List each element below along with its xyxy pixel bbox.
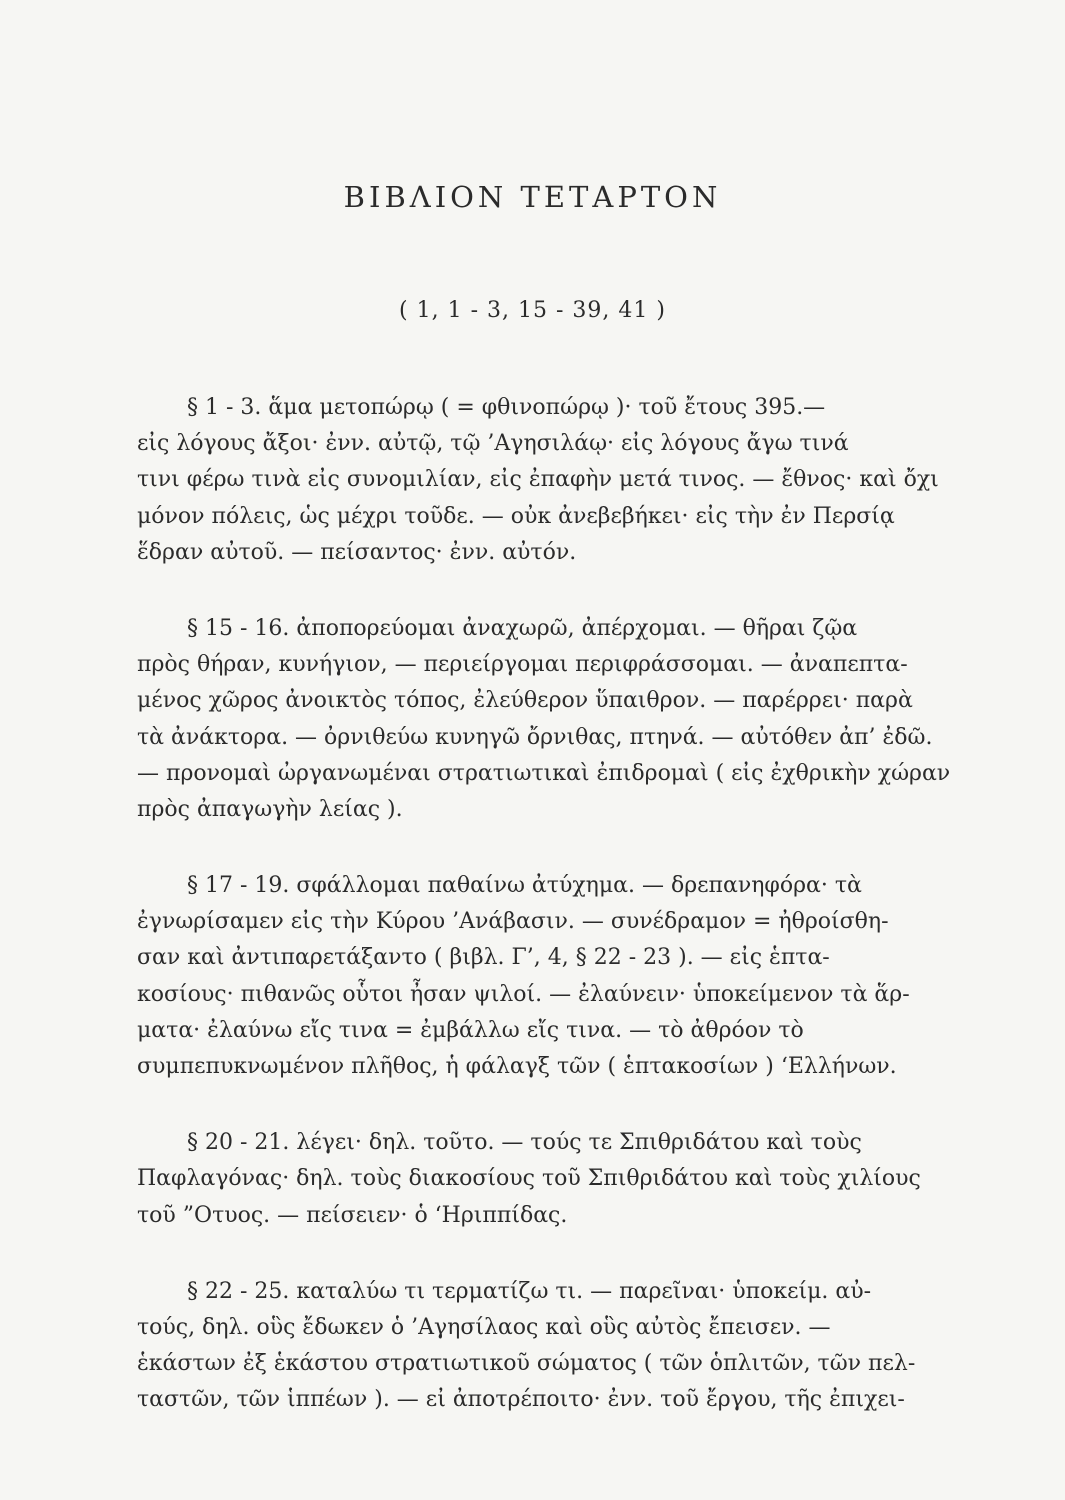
commentary-body: [137, 390, 1005, 1419]
page-title: ΒΙΒΛΙΟΝ ΤΕΤΑΡΤΟΝ: [343, 180, 722, 214]
section-1-3: [137, 390, 1005, 571]
text-line: εἰς λόγους ἄξοι· ἐνν. αὐτῷ, τῷ ’Αγησιλάῳ· εἰς λόγους ἄγω τινά: [137, 431, 849, 457]
text-line: ἑκάστων ἐξ ἑκάστου στρατιωτικοῦ σώματος ( τῶν ὁπλιτῶν, τῶν πελ-: [137, 1351, 916, 1377]
text-line: μένος χῶρος ἀνοικτὸς τόπος, ἐλεύθερον ὕπαιθρον. — παρέρρει· παρὰ: [137, 688, 913, 714]
section-20-21: [137, 1125, 1005, 1234]
text-line: μόνον πόλεις, ὡς μέχρι τοῦδε. — οὐκ ἀνεβεβήκει· εἰς τὴν ἐν Περσίᾳ: [137, 503, 895, 529]
text-line: τούς, δηλ. οὓς ἔδωκεν ὁ ’Αγησίλαος καὶ οὓς αὐτὸς ἔπεισεν. —: [137, 1314, 831, 1340]
text-line: τὰ ἀνάκτορα. — ὀρνιθεύω κυνηγῶ ὄρνιθας, πτηνά. — αὐτόθεν ἀπ’ ἐδῶ.: [137, 724, 933, 750]
text-line: ταστῶν, τῶν ἱππέων ). — εἰ ἀποτρέποιτο· ἐνν. τοῦ ἔργου, τῆς ἐπιχει-: [137, 1387, 905, 1413]
paragraph-gap: [137, 1234, 1005, 1274]
text-line: § 17 - 19. σφάλλομαι παθαίνω ἀτύχημα. — δρεπανηφόρα· τὰ: [187, 873, 862, 899]
section-22-25: [137, 1274, 1005, 1419]
text-line: § 22 - 25. καταλύω τι τερματίζω τι. — παρεῖναι· ὑποκείμ. αὐ-: [187, 1278, 872, 1304]
section-17-19: [137, 868, 1005, 1085]
text-line: ματα· ἐλαύνω εἴς τινα = ἐμβάλλω εἴς τινα. — τὸ ἀθρόον τὸ: [137, 1017, 804, 1043]
text-line: σαν καὶ ἀντιπαρετάξαντο ( βιβλ. Γ’, 4, § 22 - 23 ). — εἰς ἑπτα-: [137, 945, 830, 971]
text-line: Παφλαγόνας· δηλ. τοὺς διακοσίους τοῦ Σπιθριδάτου καὶ τοὺς χιλίους: [137, 1166, 921, 1192]
text-line: τοῦ ”Οτυος. — πείσειεν· ὁ ‘Ηριππίδας.: [137, 1202, 568, 1228]
text-line: § 20 - 21. λέγει· δηλ. τοῦτο. — τούς τε Σπιθριδάτου καὶ τοὺς: [187, 1130, 862, 1156]
paragraph-gap: [137, 571, 1005, 611]
section-15-16: [137, 611, 1005, 828]
text-line: — προνομαὶ ὠργανωμέναι στρατιωτικαὶ ἐπιδρομαὶ ( εἰς ἐχθρικὴν χώραν: [137, 760, 951, 786]
paragraph-gap: [137, 828, 1005, 868]
text-line: § 1 - 3. ἅμα μετοπώρῳ ( = φθινοπώρῳ )· τοῦ ἔτους 395.—: [187, 395, 826, 420]
paragraph-gap: [137, 1085, 1005, 1125]
text-line: § 15 - 16. ἀποπορεύομαι ἀναχωρῶ, ἀπέρχομαι. — θῆραι ζῷα: [187, 615, 858, 641]
text-line: τινι φέρω τινὰ εἰς συνομιλίαν, εἰς ἐπαφὴν μετά τινος. — ἔθνος· καὶ ὄχι: [137, 467, 939, 493]
text-line: κοσίους· πιθανῶς οὗτοι ἦσαν ψιλοί. — ἐλαύνειν· ὑποκείμενον τὰ ἅρ-: [137, 981, 910, 1007]
text-line: πρὸς θήραν, κυνήγιον, — περιείργομαι περιφράσσομαι. — ἀναπεπτα-: [137, 652, 908, 678]
text-line: πρὸς ἀπαγωγὴν λείας ).: [137, 796, 403, 822]
text-line: ἐγνωρίσαμεν εἰς τὴν Κύρου ’Ανάβασιν. — συνέδραμον = ἠθροίσθη-: [137, 909, 889, 935]
text-line: ἕδραν αὐτοῦ. — πείσαντος· ἐνν. αὐτόν.: [137, 539, 577, 565]
text-line: συμπεπυκνωμένον πλῆθος, ἡ φάλαγξ τῶν ( ἑπτακοσίων ) ‘Ελλήνων.: [137, 1054, 897, 1079]
chapter-range: ( 1, 1 - 3, 15 - 39, 41 ): [399, 298, 666, 323]
